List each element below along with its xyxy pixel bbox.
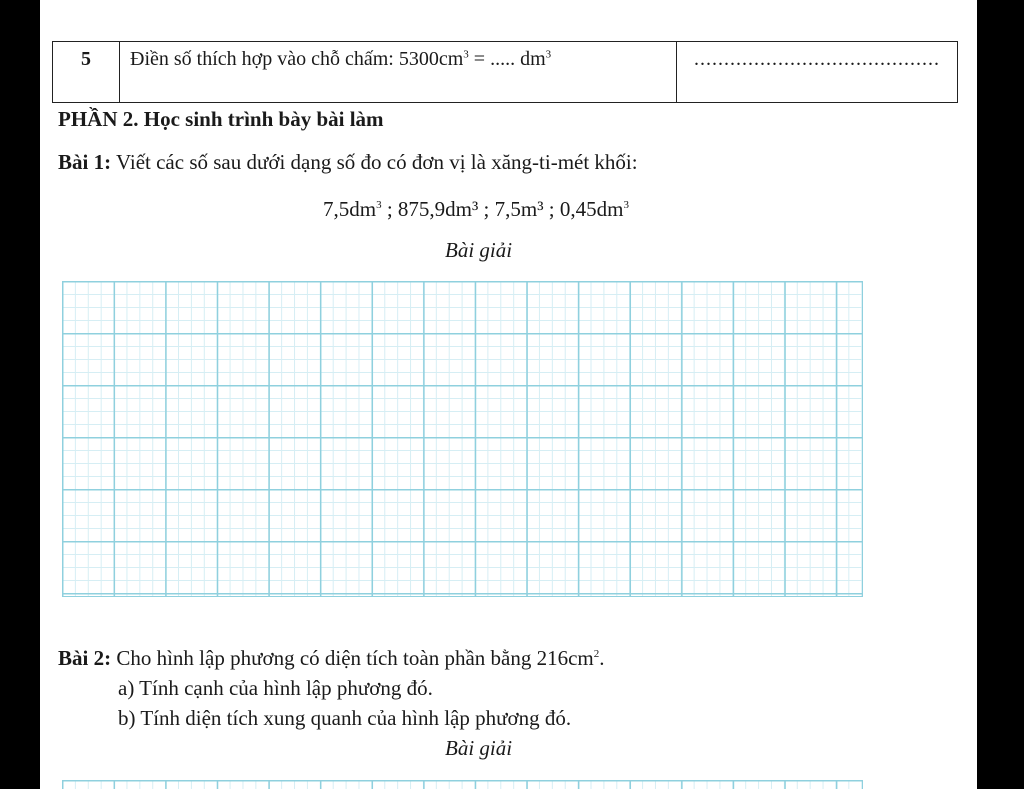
bai1-answer-grid[interactable]	[62, 281, 863, 597]
bai2-part-a: a) Tính cạnh của hình lập phương đó.	[118, 676, 433, 700]
bai2-solution-heading: Bài giải	[445, 736, 513, 760]
section-title: PHẦN 2. Học sinh trình bày bài làm	[58, 107, 384, 131]
bai2-prompt: Bài 2: Cho hình lập phương có diện tích toàn phần bằng $216cm^2$.	[58, 646, 605, 670]
bai1-values: $7,5dm^3$ ; 875,9dm³ ; 7,5m³ ; $0,45dm^3$	[323, 197, 629, 221]
question-text: Điền số thích hợp vào chỗ chấm: $5300cm^3$ = ..... $dm^3$	[120, 42, 677, 103]
table-row	[53, 42, 958, 103]
worksheet-page	[40, 0, 977, 789]
bai1-solution-heading: Bài giải	[445, 238, 513, 262]
bai2-part-b: b) Tính diện tích xung quanh của hình lập phương đó.	[118, 706, 572, 730]
question-number: 5	[53, 42, 120, 103]
answer-blank[interactable]: .........................................	[677, 42, 958, 103]
bai2-answer-grid[interactable]	[62, 780, 863, 789]
bai1-prompt: Bài 1: Viết các số sau dưới dạng số đo có đơn vị là xăng-ti-mét khối:	[58, 150, 638, 174]
question-table	[52, 41, 958, 103]
